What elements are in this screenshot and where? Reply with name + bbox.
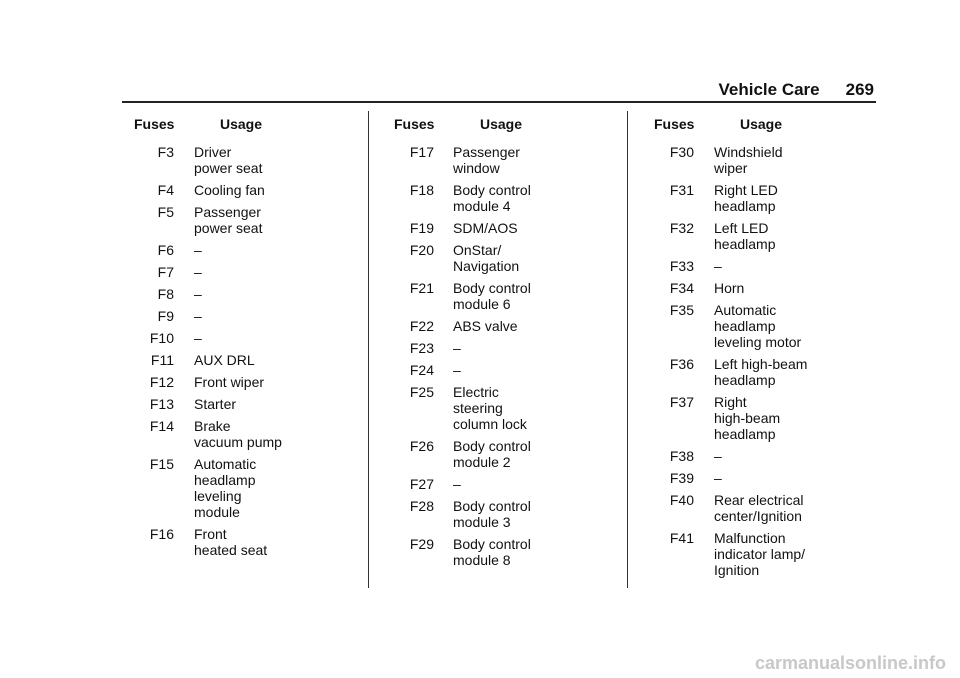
column-divider bbox=[627, 111, 628, 588]
table-row bbox=[642, 144, 872, 176]
fuse-id: F12 bbox=[149, 374, 174, 390]
fuse-usage: – bbox=[453, 362, 461, 378]
table-row bbox=[382, 476, 622, 492]
fuse-id: F23 bbox=[409, 340, 434, 356]
fuse-usage: Body control module 3 bbox=[453, 498, 531, 530]
table-row bbox=[642, 302, 872, 350]
page-header bbox=[719, 80, 875, 100]
table-row bbox=[382, 438, 622, 470]
fuse-id: F25 bbox=[409, 384, 434, 400]
table-row bbox=[642, 470, 872, 486]
fuse-id: F35 bbox=[669, 302, 694, 318]
fuses-header: Fuses bbox=[394, 116, 435, 132]
fuse-usage: – bbox=[194, 308, 202, 324]
fuse-usage: ABS valve bbox=[453, 318, 518, 334]
table-header bbox=[122, 116, 362, 138]
fuse-id: F7 bbox=[157, 264, 174, 280]
table-row bbox=[122, 308, 362, 324]
fuses-header: Fuses bbox=[654, 116, 695, 132]
table-row bbox=[642, 356, 872, 388]
fuse-id: F26 bbox=[409, 438, 434, 454]
fuse-id: F24 bbox=[409, 362, 434, 378]
fuse-table-column-1 bbox=[122, 116, 362, 558]
page-number: 269 bbox=[845, 80, 874, 99]
fuse-usage: – bbox=[194, 330, 202, 346]
table-row bbox=[122, 264, 362, 280]
table-row bbox=[122, 526, 362, 558]
fuse-usage: Passenger power seat bbox=[194, 204, 263, 236]
fuse-id: F36 bbox=[669, 356, 694, 372]
table-row bbox=[122, 418, 362, 450]
fuse-id: F21 bbox=[409, 280, 434, 296]
table-row bbox=[122, 204, 362, 236]
watermark: carmanualsonline.info bbox=[754, 653, 946, 673]
fuse-id: F16 bbox=[149, 526, 174, 542]
table-row bbox=[382, 220, 622, 236]
fuse-id: F19 bbox=[409, 220, 434, 236]
fuse-usage: SDM/AOS bbox=[453, 220, 518, 236]
fuse-usage: Front wiper bbox=[194, 374, 265, 390]
fuse-id: F11 bbox=[150, 352, 174, 368]
fuse-id: F8 bbox=[157, 286, 174, 302]
fuse-usage: – bbox=[194, 264, 202, 280]
table-row bbox=[642, 492, 872, 524]
fuse-id: F13 bbox=[149, 396, 174, 412]
fuse-usage: Passenger window bbox=[453, 144, 520, 176]
table-row bbox=[642, 394, 872, 442]
fuse-table-column-3 bbox=[642, 116, 872, 578]
fuse-usage: OnStar/ Navigation bbox=[453, 242, 520, 274]
fuse-id: F32 bbox=[669, 220, 694, 236]
table-row bbox=[122, 396, 362, 412]
table-row bbox=[642, 448, 872, 464]
table-row bbox=[382, 384, 622, 432]
fuse-id: F14 bbox=[149, 418, 174, 434]
table-row bbox=[382, 318, 622, 334]
fuse-id: F6 bbox=[157, 242, 174, 258]
table-row bbox=[122, 374, 362, 390]
fuse-usage: Automatic headlamp leveling motor bbox=[714, 302, 802, 350]
table-row bbox=[122, 144, 362, 176]
fuse-id: F37 bbox=[669, 394, 694, 410]
table-row bbox=[122, 352, 362, 368]
fuse-usage: Automatic headlamp leveling module bbox=[194, 456, 257, 520]
usage-header: Usage bbox=[480, 116, 523, 132]
table-row bbox=[382, 280, 622, 312]
fuse-usage: Left LED headlamp bbox=[714, 220, 776, 252]
fuse-id: F34 bbox=[669, 280, 694, 296]
table-row bbox=[122, 286, 362, 302]
section-title: Vehicle Care bbox=[718, 80, 820, 99]
fuse-id: F39 bbox=[669, 470, 694, 486]
fuse-usage: Cooling fan bbox=[194, 182, 265, 198]
fuse-usage: Starter bbox=[194, 396, 237, 412]
fuse-usage: Malfunction indicator lamp/ Ignition bbox=[714, 530, 806, 578]
table-row bbox=[122, 330, 362, 346]
fuse-id: F4 bbox=[157, 182, 174, 198]
fuse-usage: Driver power seat bbox=[194, 144, 263, 176]
fuse-id: F20 bbox=[409, 242, 434, 258]
table-row bbox=[382, 340, 622, 356]
fuse-usage: – bbox=[194, 242, 202, 258]
fuse-usage: Front heated seat bbox=[194, 526, 268, 558]
fuse-id: F31 bbox=[669, 182, 694, 198]
fuse-id: F5 bbox=[157, 204, 174, 220]
usage-header: Usage bbox=[220, 116, 263, 132]
fuse-id: F18 bbox=[409, 182, 434, 198]
fuse-table-column-2 bbox=[382, 116, 622, 568]
fuse-usage: – bbox=[714, 258, 722, 274]
fuse-usage: Body control module 8 bbox=[453, 536, 531, 568]
table-row bbox=[642, 182, 872, 214]
fuse-usage: – bbox=[453, 340, 461, 356]
fuse-id: F10 bbox=[149, 330, 174, 346]
fuse-usage: Rear electrical center/Ignition bbox=[714, 492, 804, 524]
fuse-usage: – bbox=[714, 448, 722, 464]
fuse-id: F38 bbox=[669, 448, 694, 464]
fuse-usage: Body control module 6 bbox=[453, 280, 531, 312]
fuse-usage: Windshield wiper bbox=[714, 144, 783, 176]
fuse-id: F3 bbox=[157, 144, 174, 160]
table-row bbox=[642, 530, 872, 578]
header-rule bbox=[122, 101, 876, 103]
fuses-header: Fuses bbox=[134, 116, 175, 132]
usage-header: Usage bbox=[740, 116, 783, 132]
table-row bbox=[642, 280, 872, 296]
fuse-usage: – bbox=[194, 286, 202, 302]
fuse-id: F15 bbox=[149, 456, 174, 472]
table-header bbox=[382, 116, 622, 138]
fuse-id: F22 bbox=[409, 318, 434, 334]
fuse-id: F27 bbox=[409, 476, 434, 492]
fuse-usage: – bbox=[453, 476, 461, 492]
fuse-id: F17 bbox=[409, 144, 434, 160]
table-row bbox=[382, 362, 622, 378]
fuse-usage: Horn bbox=[714, 280, 745, 296]
table-row bbox=[382, 182, 622, 214]
fuse-usage: Body control module 2 bbox=[453, 438, 531, 470]
table-row bbox=[642, 220, 872, 252]
table-row bbox=[382, 498, 622, 530]
fuse-usage: Brake vacuum pump bbox=[194, 418, 282, 450]
fuse-usage: Body control module 4 bbox=[453, 182, 531, 214]
table-row bbox=[642, 258, 872, 274]
fuse-usage: Electric steering column lock bbox=[453, 384, 527, 432]
table-header bbox=[642, 116, 872, 138]
column-divider bbox=[368, 111, 369, 588]
fuse-usage: Left high-beam headlamp bbox=[714, 356, 808, 388]
fuse-id: F29 bbox=[409, 536, 434, 552]
table-row bbox=[122, 456, 362, 520]
fuse-id: F28 bbox=[409, 498, 434, 514]
table-row bbox=[122, 242, 362, 258]
table-row bbox=[122, 182, 362, 198]
fuse-id: F30 bbox=[669, 144, 694, 160]
table-row bbox=[382, 242, 622, 274]
fuse-usage: AUX DRL bbox=[194, 352, 255, 368]
fuse-id: F9 bbox=[157, 308, 174, 324]
fuse-id: F41 bbox=[669, 530, 694, 546]
table-row bbox=[382, 536, 622, 568]
table-row bbox=[382, 144, 622, 176]
fuse-id: F40 bbox=[669, 492, 694, 508]
fuse-usage: Right high-beam headlamp bbox=[714, 394, 781, 442]
fuse-id: F33 bbox=[669, 258, 694, 274]
fuse-usage: Right LED headlamp bbox=[714, 182, 778, 214]
fuse-usage: – bbox=[714, 470, 722, 486]
